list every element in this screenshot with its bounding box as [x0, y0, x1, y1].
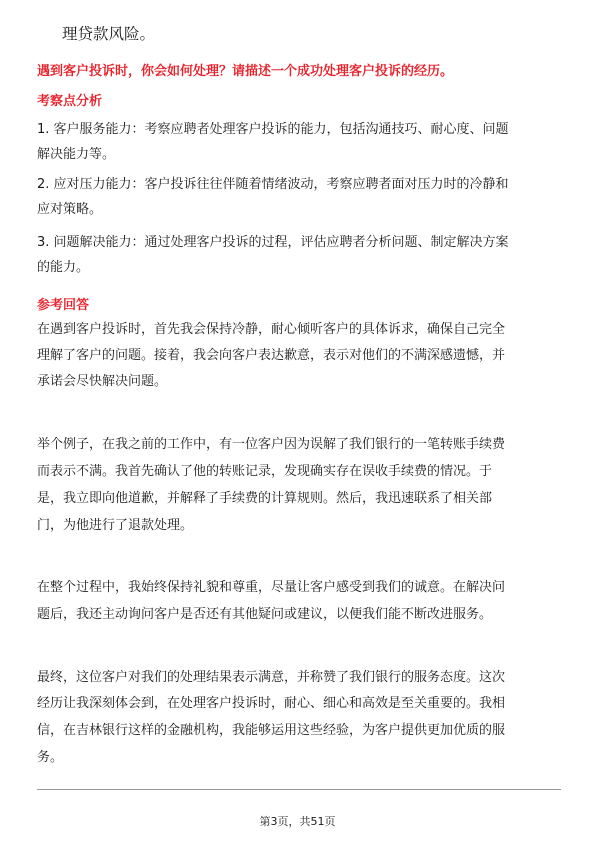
answer-line: 举个例子，在我之前的工作中，有一位客户因为误解了我们银行的一笔转账手续费 [37, 437, 506, 452]
analysis-line: 应对策略。 [37, 202, 103, 217]
analysis-line: 1. 客户服务能力：考察应聘者处理客户投诉的能力，包括沟通技巧、耐心度、问题 [37, 122, 509, 137]
continuation-text: 理贷款风险。 [62, 25, 156, 43]
answer-line: 务。 [37, 750, 64, 765]
footer-divider [37, 789, 561, 790]
answer-line: 承诺会尽快解决问题。 [37, 374, 168, 389]
answer-line: 信，在吉林银行这样的金融机构，我能够运用这些经验，为客户提供更加优质的服 [37, 723, 506, 738]
analysis-heading: 考察点分析 [37, 94, 103, 109]
analysis-line: 解决能力等。 [37, 147, 116, 162]
answer-line: 最终，这位客户对我们的处理结果表示满意，并称赞了我们银行的服务态度。这次 [37, 670, 506, 685]
answer-line: 题后，我还主动询问客户是否还有其他疑问或建议，以便我们能不断改进服务。 [37, 607, 493, 622]
analysis-line: 的能力。 [37, 260, 90, 275]
answer-line: 经历让我深刻体会到，在处理客户投诉时，耐心、细心和高效是至关重要的。我相 [37, 696, 506, 711]
answer-line: 在整个过程中，我始终保持礼貌和尊重，尽量让客户感受到我们的诚意。在解决问 [37, 580, 506, 595]
analysis-line: 2. 应对压力能力：客户投诉往往伴随着情绪波动，考察应聘者面对压力时的冷静和 [37, 177, 509, 192]
answer-line: 门，为他进行了退款处理。 [37, 518, 194, 533]
answer-line: 而表示不满。我首先确认了他的转账记录，发现确实存在误收手续费的情况。于 [37, 464, 493, 479]
answer-line: 理解了客户的问题。接着，我会向客户表达歉意，表示对他们的不满深感遗憾，并 [37, 348, 506, 363]
answer-line: 在遇到客户投诉时，首先我会保持冷静，耐心倾听客户的具体诉求，确保自己完全 [37, 322, 506, 337]
answer-line: 是，我立即向他道歉，并解释了手续费的计算规则。然后，我迅速联系了相关部 [37, 491, 493, 506]
analysis-line: 3. 问题解决能力：通过处理客户投诉的过程，评估应聘者分析问题、制定解决方案 [37, 235, 509, 250]
interview-question: 遇到客户投诉时，你会如何处理？请描述一个成功处理客户投诉的经历。 [37, 64, 454, 79]
page-number: 第3页，共51页 [259, 815, 336, 828]
answer-heading: 参考回答 [37, 298, 90, 313]
